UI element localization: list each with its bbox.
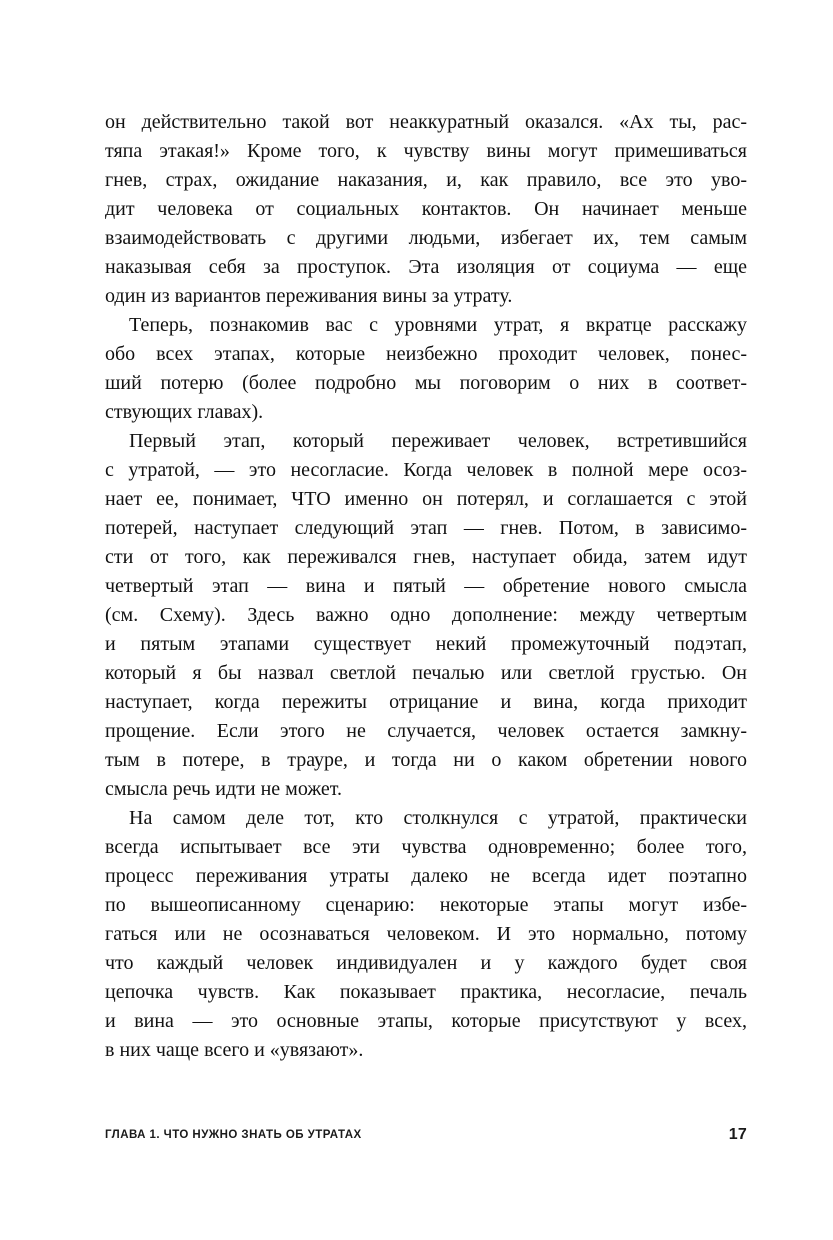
text-line: в них чаще всего и «увязают». (105, 1039, 364, 1061)
text-line: что каждый человек индивидуален и у каждого будет своя (105, 952, 747, 974)
text-line: обо всех этапах, которые неизбежно проходит человек, понес- (105, 343, 747, 365)
text-line: один из вариантов переживания вины за утрату. (105, 285, 513, 307)
text-line: и пятым этапами существует некий промежуточный подэтап, (105, 633, 747, 655)
text-line: взаимодействовать с другими людьми, избегает их, тем самым (105, 227, 747, 249)
text-line: На самом деле тот, кто столкнулся с утратой, практически (129, 807, 747, 829)
text-line: Первый этап, который переживает человек, встретившийся (129, 430, 747, 452)
text-line: Теперь, познакомив вас с уровнями утрат, я вкратце расскажу (129, 314, 747, 336)
page-number: 17 (728, 1126, 747, 1143)
text-line: ствующих главах). (105, 401, 264, 423)
running-footer-chapter-title: ГЛАВА 1. ЧТО НУЖНО ЗНАТЬ ОБ УТРАТАХ (105, 1129, 362, 1141)
text-line: прощение. Если этого не случается, человек остается замкну- (105, 720, 747, 742)
paragraph (105, 108, 747, 311)
text-line: и вина — это основные этапы, которые присутствуют у всех, (105, 1010, 747, 1032)
text-line: процесс переживания утраты далеко не всегда идет поэтапно (105, 865, 747, 887)
text-line: он действительно такой вот неаккуратный оказался. «Ах ты, рас- (105, 111, 747, 133)
text-line: наступает, когда пережиты отрицание и вина, когда приходит (105, 691, 747, 713)
text-line: смысла речь идти не может. (105, 778, 342, 800)
text-line: гаться или не осознаваться человеком. И это нормально, потому (105, 923, 747, 945)
text-line: цепочка чувств. Как показывает практика, несогласие, печаль (105, 981, 747, 1003)
text-line: потерей, наступает следующий этап — гнев. Потом, в зависимо- (105, 517, 747, 539)
page-footer (105, 1126, 747, 1144)
body-text-block (105, 108, 747, 1065)
text-line: гнев, страх, ожидание наказания, и, как правило, все это уво- (105, 169, 747, 191)
text-line: ший потерю (более подробно мы поговорим о них в соответ- (105, 372, 747, 394)
text-line: по вышеописанному сценарию: некоторые этапы могут избе- (105, 894, 747, 916)
paragraph (105, 427, 747, 804)
text-line: дит человека от социальных контактов. Он начинает меньше (105, 198, 747, 220)
text-line: всегда испытывает все эти чувства одновременно; более того, (105, 836, 747, 858)
text-line: тым в потере, в трауре, и тогда ни о каком обретении нового (105, 749, 747, 771)
text-line: тяпа этакая!» Кроме того, к чувству вины могут примешиваться (105, 140, 747, 162)
paragraph (105, 804, 747, 1065)
paragraph (105, 311, 747, 427)
text-line: четвертый этап — вина и пятый — обретение нового смысла (105, 575, 747, 597)
text-line: нает ее, понимает, ЧТО именно он потерял, и соглашается с этой (105, 488, 747, 510)
text-line: сти от того, как переживался гнев, наступает обида, затем идут (105, 546, 747, 568)
text-line: который я бы назвал светлой печалью или светлой грустью. Он (105, 662, 747, 684)
text-line: с утратой, — это несогласие. Когда человек в полной мере осоз- (105, 459, 747, 481)
text-line: наказывая себя за проступок. Эта изоляция от социума — еще (105, 256, 747, 278)
text-line: (см. Схему). Здесь важно одно дополнение: между четвертым (105, 604, 747, 626)
